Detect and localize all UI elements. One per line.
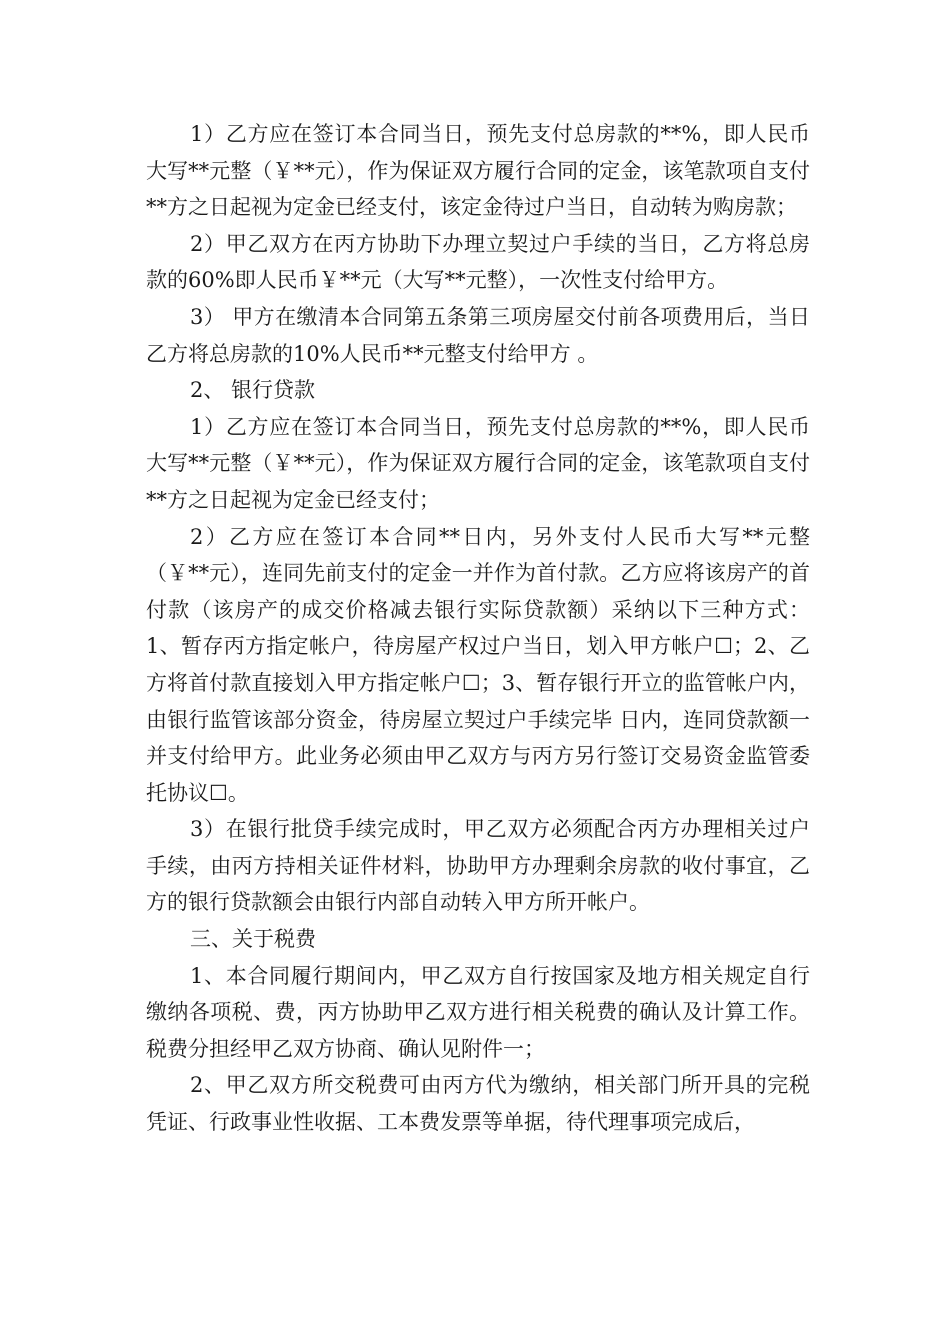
paragraph-cash-final-payment: 3） 甲方在缴清本合同第五条第三项房屋交付前各项费用后，当日乙方将总房款的10%人民币**元整支付给甲方 。 [146, 304, 810, 366]
paragraph-cash-transfer-payment: 2）甲乙双方在丙方协助下办理立契过户手续的当日，乙方将总房款的60%即人民币￥**元（大写**元整），一次性支付给甲方。 [146, 231, 810, 293]
paragraph-tax-receipts: 2、甲乙双方所交税费可由丙方代为缴纳，相关部门所开具的完税凭证、行政事业性收据、工本费发票等单据，待代理事项完成后， [146, 1073, 810, 1135]
paragraph-loan-down-payment: 2）乙方应在签订本合同**日内，另外支付人民币大写**元整（￥**元），连同先前支付的定金一并作为首付款。乙方应将该房产的首付款（该房产的成交价格减去银行实际贷款额）采纳以下三种方式：1、暂存丙方指定帐户，待房屋产权过户当日，划入甲方帐户☐；2、乙方将首付款直接划入甲方指定帐户☐；3、暂存银行开立的监管帐户内，由银行监管该部分资金，待房屋立契过户手续完毕 日内，连同贷款额一并支付给甲方。此业务必须由甲乙双方与丙方另行签订交易资金监管委托协议☐。 [146, 524, 810, 805]
document-body [146, 116, 810, 1141]
section-heading-bank-loan: 2、 银行贷款 [190, 378, 316, 403]
section-heading-taxes: 三、关于税费 [190, 927, 316, 952]
paragraph-tax-payment: 1、本合同履行期间内，甲乙双方自行按国家及地方相关规定自行缴纳各项税、费，丙方协助甲乙双方进行相关税费的确认及计算工作。税费分担经甲乙双方协商、确认见附件一； [146, 963, 810, 1061]
paragraph-cash-deposit: 1）乙方应在签订本合同当日，预先支付总房款的**%，即人民币大写**元整（￥**元），作为保证双方履行合同的定金，该笔款项自支付**方之日起视为定金已经支付，该定金待过户当日，自动转为购房款； [146, 122, 810, 220]
paragraph-loan-deposit: 1）乙方应在签订本合同当日，预先支付总房款的**%，即人民币大写**元整（￥**元），作为保证双方履行合同的定金，该笔款项自支付**方之日起视为定金已经支付； [146, 414, 810, 512]
paragraph-loan-approval: 3）在银行批贷手续完成时，甲乙双方必须配合丙方办理相关过户手续，由丙方持相关证件材料，协助甲方办理剩余房款的收付事宜，乙方的银行贷款额会由银行内部自动转入甲方所开帐户。 [146, 817, 810, 915]
